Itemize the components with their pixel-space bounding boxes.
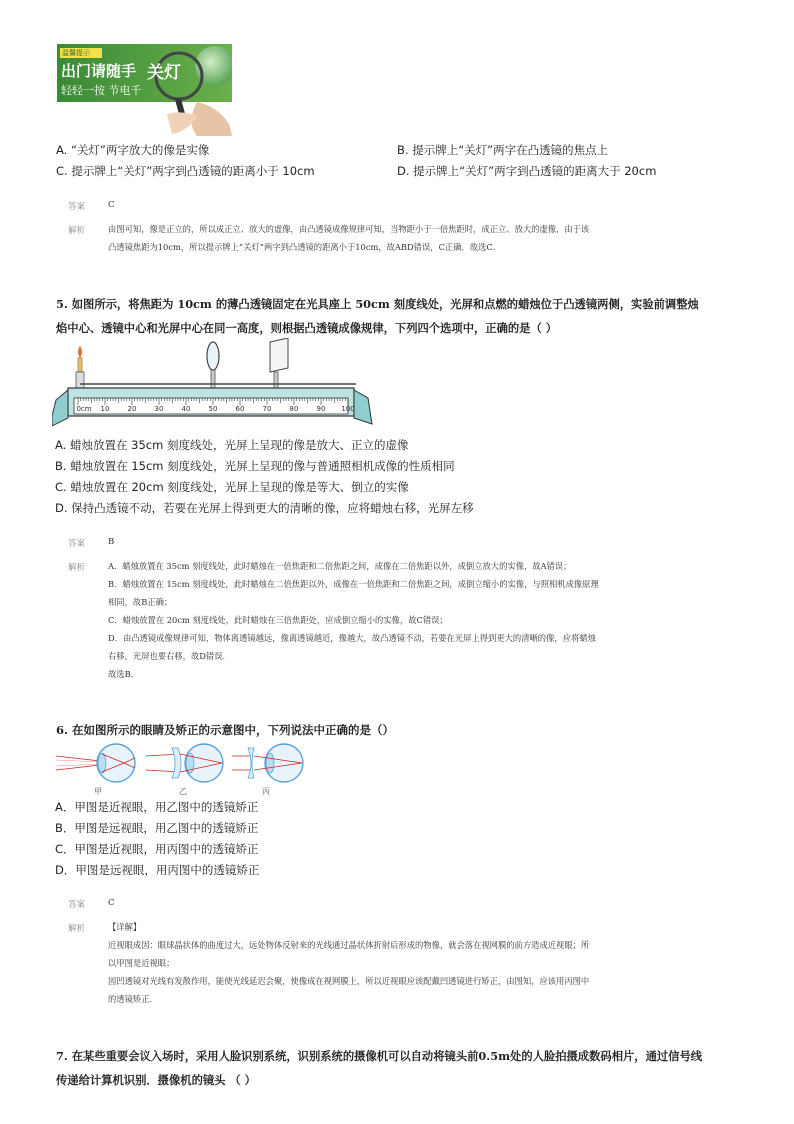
bench-tick-label: 80 — [289, 405, 299, 413]
q5-explanation — [108, 557, 748, 683]
q5-explain-line: 相同，故B正确； — [108, 597, 173, 607]
q5-title — [56, 292, 756, 340]
q6-option-c: C．甲图是近视眼，用丙图中的透镜矫正 — [55, 842, 259, 856]
q4-option-c: C. 提示牌上“关灯”两字到凸透镜的距离小于 10cm — [56, 164, 315, 178]
q4-explain-label: 解析 — [68, 226, 86, 236]
q6-answer: C — [108, 898, 115, 908]
bench-tick-label: 10 — [100, 405, 110, 413]
q6-option-b: B．甲图是远视眼，用乙图中的透镜矫正 — [55, 821, 259, 835]
q6-explain-line: 因凹透镜对光线有发散作用，能使光线延迟会聚，使像成在视网膜上，所以近视眼应该配戴凹透镜进行矫正，由图知，应该用丙图中 — [108, 976, 590, 986]
sign-badge: 温馨提示 — [62, 49, 90, 57]
q6-explain-line: 近视眼成因：眼球晶状体的曲度过大，远处物体反射来的光线通过晶状体折射后形成的物像，就会落在视网膜的前方造成近视眼；所 — [108, 940, 590, 950]
q7-title-line: 7. 在某些重要会议入场时，采用人脸识别系统，识别系统的摄像机可以自动将镜头前0.5m处的人脸拍摄成数码相片，通过信号线 — [56, 1049, 703, 1063]
sign-image — [57, 44, 232, 136]
q5-option-a: A. 蜡烛放置在 35cm 刻度线处，光屏上呈现的像是放大、正立的虚像 — [55, 438, 409, 452]
q4-explain-line: 由图可知，像是正立的，所以成正立、放大的虚像，由凸透镜成像规律可知，当物距小于一倍焦距时，成正立、放大的虚像，由于该 — [108, 224, 590, 234]
q6-explanation — [108, 918, 748, 1008]
bench-tick-label: 90 — [316, 405, 326, 413]
q4-option-d: D. 提示牌上“关灯”两字到凸透镜的距离大于 20cm — [397, 164, 657, 178]
bench-tick-label: 100 — [341, 405, 355, 413]
q6-title: 6. 在如图所示的眼睛及矫正的示意图中，下列说法中正确的是（） — [56, 723, 395, 737]
eye-diagram-yi — [146, 744, 223, 782]
q6-explain-line: 的透镜矫正． — [108, 994, 158, 1004]
eye-caption-yi: 乙 — [179, 787, 187, 796]
bench-tick-label: 70 — [262, 405, 272, 413]
q5-answer: B — [108, 537, 115, 547]
q4-answer-label: 答案 — [68, 202, 86, 212]
eye-diagram-bing — [232, 744, 303, 782]
q6-explain-label: 解析 — [68, 924, 86, 934]
q5-explain-line: D．由凸透镜成像规律可知，物体离透镜越远，像离透镜越近，像越大，故凸透镜不动，若要在光屏上得到更大的清晰的像，应将蜡烛 — [108, 633, 596, 643]
q5-option-b: B. 蜡烛放置在 15cm 刻度线处，光屏上呈现的像与普通照相机成像的性质相同 — [55, 459, 455, 473]
q5-explain-line: C．蜡烛放置在 20cm 刻度线处，此时蜡烛在三倍焦距处，应成倒立缩小的实像，故C错误； — [108, 615, 448, 625]
bench-tick-label: 40 — [181, 405, 191, 413]
q4-explain-line: 凸透镜焦距为10cm，所以提示牌上“关灯”两字到凸透镜的距离小于10cm，故ABD错误，C正确．故选C． — [108, 242, 502, 252]
sign-line1: 出门请随手 — [61, 62, 137, 80]
q5-title-line: 焰中心、透镜中心和光屏中心在同一高度，则根据凸透镜成像规律，下列四个选项中，正确的是（ ） — [56, 321, 558, 335]
q7-title — [56, 1044, 756, 1092]
q5-explain-line: A．蜡烛放置在 35cm 刻度线处，此时蜡烛在一倍焦距和二倍焦距之间，成像在二倍焦距以外，成倒立放大的实像，故A错误； — [108, 561, 572, 571]
eye-diagrams — [56, 740, 316, 798]
q5-explain-line: 右移，光屏也要右移，故D错误． — [108, 651, 231, 661]
bench-tick-label: 20 — [127, 405, 137, 413]
q5-title-line: 5. 如图所示，将焦距为 10cm 的薄凸透镜固定在光具座上 50cm 刻度线处，光屏和点燃的蜡烛位于凸透镜两侧，实验前调整烛 — [56, 297, 699, 311]
q5-answer-label: 答案 — [68, 539, 86, 549]
q4-answer: C — [108, 200, 115, 210]
eye-diagram-jia — [56, 744, 135, 782]
q6-answer-label: 答案 — [68, 900, 86, 910]
q4-option-b: B. 提示牌上“关灯”两字在凸透镜的焦点上 — [397, 143, 609, 157]
bench-tick-label: 50 — [208, 405, 218, 413]
q6-option-d: D．甲图是远视眼，用丙图中的透镜矫正 — [55, 863, 260, 877]
sign-highlight: 关灯 — [147, 63, 181, 83]
q5-explain-line: 故选B． — [108, 669, 139, 679]
eye-caption-bing: 丙 — [262, 787, 270, 796]
bench-tick-label: 0cm — [76, 405, 92, 413]
optical-bench-figure — [52, 338, 382, 430]
q5-option-d: D. 保持凸透镜不动，若要在光屏上得到更大的清晰的像，应将蜡烛右移，光屏左移 — [55, 501, 474, 515]
q6-explain-line: 【详解】 — [108, 922, 142, 932]
q5-explain-label: 解析 — [68, 563, 86, 573]
q5-explain-line: B．蜡烛放置在 15cm 刻度线处，此时蜡烛在二倍焦距以外，成像在一倍焦距和二倍焦距之间，成倒立缩小的实像，与照相机成像原理 — [108, 579, 599, 589]
q7-title-line: 传递给计算机识别．摄像机的镜头 （ ） — [56, 1073, 256, 1087]
eye-caption-jia: 甲 — [94, 787, 102, 796]
bench-tick-label: 30 — [154, 405, 164, 413]
bench-tick-label: 60 — [235, 405, 245, 413]
q4-option-a: A. “关灯”两字放大的像是实像 — [56, 143, 210, 157]
sign-line2: 轻轻一按 节电千 — [61, 84, 142, 97]
q6-explain-line: 以甲图是近视眼； — [108, 958, 175, 968]
q4-explanation — [108, 220, 748, 256]
q6-option-a: A．甲图是近视眼，用乙图中的透镜矫正 — [55, 800, 259, 814]
q5-option-c: C. 蜡烛放置在 20cm 刻度线处，光屏上呈现的像是等大、倒立的实像 — [55, 480, 409, 494]
